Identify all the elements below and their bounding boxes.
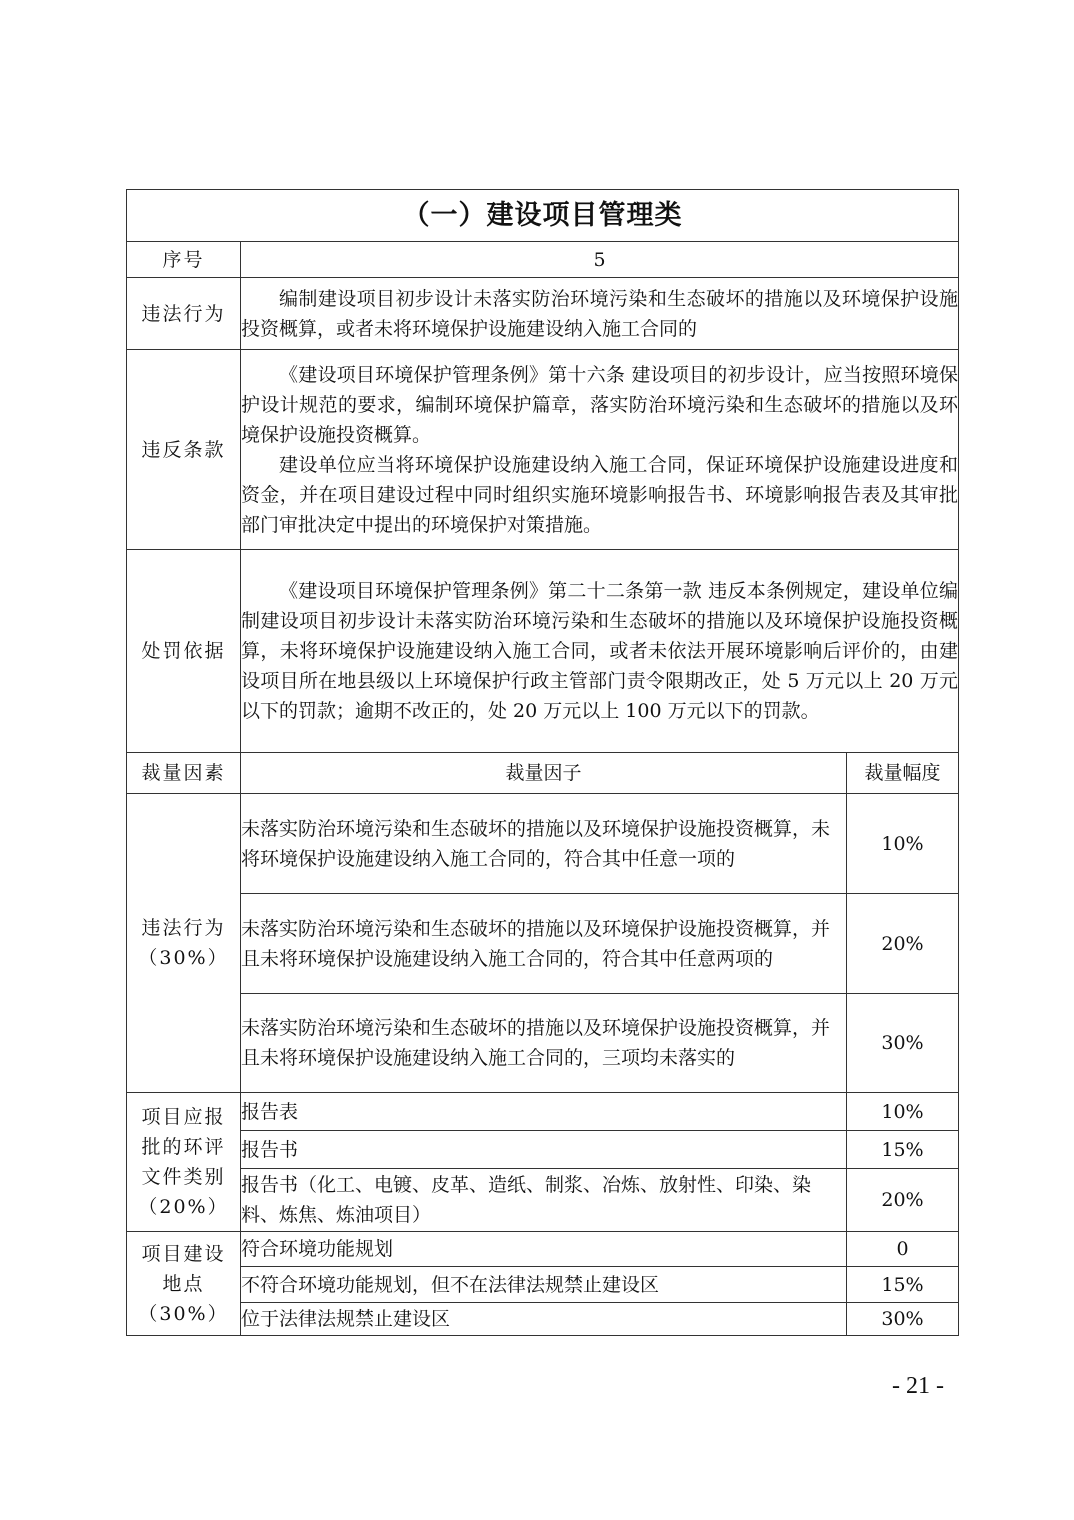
factor-range: 0 [846, 1232, 958, 1267]
penalty-label: 处罚依据 [127, 550, 241, 753]
provision-label: 违反条款 [127, 350, 241, 550]
serial-label: 序号 [127, 242, 241, 278]
factor-item: 未落实防治环境污染和生态破坏的措施以及环境保护设施投资概算，未将环境保护设施建设纳入施工合同的，符合其中任意一项的 [241, 794, 847, 894]
factor-label-line: 文件类别 [141, 1166, 226, 1188]
factor-label-line: （30%） [138, 947, 229, 969]
table-title: （一）建设项目管理类 [127, 190, 959, 242]
factor-range: 10% [846, 1093, 958, 1131]
header-range: 裁量幅度 [846, 753, 958, 794]
violation-text: 编制建设项目初步设计未落实防治环境污染和生态破坏的措施以及环境保护设施投资概算，或者未将环境保护设施建设纳入施工合同的 [241, 287, 958, 340]
factor-label-line: （20%） [138, 1196, 229, 1218]
factor-label-line: 项目建设 [141, 1242, 226, 1265]
factor-label-line: 项目应报 [141, 1106, 226, 1128]
factor-range: 20% [846, 894, 958, 994]
factor-range: 30% [846, 1303, 958, 1336]
factor-item: 符合环境功能规划 [241, 1232, 847, 1267]
provision-paragraph: 《建设项目环境保护管理条例》第十六条 建设项目的初步设计，应当按照环境保护设计规范的要求，编制环境保护篇章，落实防治环境污染和生态破坏的措施以及环境保护设施投资概算。 [241, 363, 958, 446]
serial-value: 5 [241, 242, 959, 278]
provision-paragraph: 建设单位应当将环境保护设施建设纳入施工合同，保证环境保护设施建设进度和资金，并在项目建设过程中同时组织实施环境影响报告书、环境影响报告表及其审批部门审批决定中提出的环境保护对策措施。 [241, 453, 958, 536]
factor-range: 20% [846, 1169, 958, 1232]
factor-item: 报告书（化工、电镀、皮革、造纸、制浆、冶炼、放射性、印染、染料、炼焦、炼油项目） [241, 1169, 847, 1232]
factor-item: 未落实防治环境污染和生态破坏的措施以及环境保护设施投资概算，并且未将环境保护设施建设纳入施工合同的，三项均未落实的 [241, 994, 847, 1093]
factor-label-line: 批的环评 [141, 1136, 226, 1158]
factor-label-violation [127, 794, 241, 1093]
factor-label-document-type [127, 1093, 241, 1232]
page-number: - 21 - [892, 1373, 944, 1399]
factor-range: 15% [846, 1267, 958, 1303]
factor-label-line: 地点 [162, 1272, 205, 1295]
factor-item: 报告书 [241, 1131, 847, 1169]
penalty-text: 《建设项目环境保护管理条例》第二十二条第一款 违反本条例规定，建设单位编制建设项目初步设计未落实防治环境污染和生态破坏的措施以及环境保护设施投资概算，未将环境保护设施建设纳入施工合同，或者未依法开展环境影响后评价的，由建设项目所在地县级以上环境保护行政主管部门责令限期改正，处 5 万元以上 20 万元以下的罚款；逾期不改正的，处 20 万元以上 100 万元以下的罚款。 [241, 580, 958, 722]
factor-item: 未落实防治环境污染和生态破坏的措施以及环境保护设施投资概算，并且未将环境保护设施建设纳入施工合同的，符合其中任意两项的 [241, 894, 847, 994]
factor-range: 30% [846, 994, 958, 1093]
factor-label-location [127, 1232, 241, 1336]
header-item: 裁量因子 [241, 753, 847, 794]
violation-text-cell [241, 278, 959, 350]
factor-label-line: 违法行为 [141, 917, 226, 939]
violation-label: 违法行为 [127, 278, 241, 350]
factor-item: 位于法律法规禁止建设区 [241, 1303, 847, 1336]
penalty-text-cell [241, 550, 959, 753]
factor-range: 15% [846, 1131, 958, 1169]
factor-item: 报告表 [241, 1093, 847, 1131]
penalty-standard-table [126, 189, 959, 1336]
factor-label-line: （30%） [138, 1302, 229, 1325]
factor-range: 10% [846, 794, 958, 894]
header-factor: 裁量因素 [127, 753, 241, 794]
provision-text-cell [241, 350, 959, 550]
factor-item: 不符合环境功能规划，但不在法律法规禁止建设区 [241, 1267, 847, 1303]
